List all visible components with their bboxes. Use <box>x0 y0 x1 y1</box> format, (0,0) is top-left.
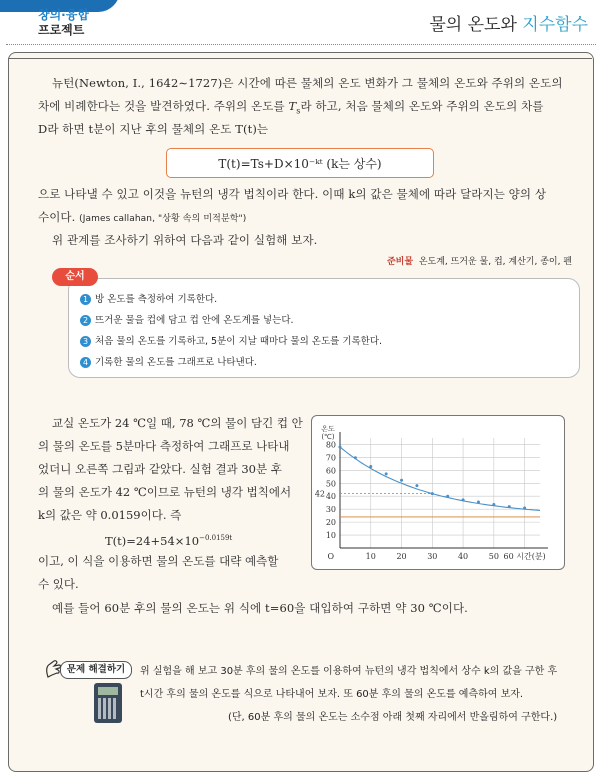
exp-line4: 의 물의 온도가 42 ℃이므로 뉴턴의 냉각 법칙에서 <box>38 485 292 499</box>
formula-text: T(t)=Ts+D×10⁻ᵏᵗ (k는 상수) <box>218 156 382 171</box>
y-tick-label: 30 <box>325 505 336 515</box>
x-tick-label: 40 <box>457 552 469 561</box>
step-item <box>80 312 294 326</box>
header-divider <box>6 44 596 45</box>
exp-line2: 의 물의 온도를 5분마다 측정하여 그래프로 나타내 <box>38 439 290 453</box>
exp-line7: 수 있다. <box>38 577 79 591</box>
law-source: (James callahan, "상황 속의 미적분학") <box>79 214 247 224</box>
eq-exponent: −0.0159t <box>199 534 233 542</box>
problem-line2: t시간 후의 물의 온도를 식으로 나타내어 보자. 또 60분 후의 물의 온도를 예측하여 보자. <box>140 689 524 700</box>
x-tick-label: 30 <box>427 552 438 561</box>
problem-tag: 문제 해결하기 <box>60 661 132 679</box>
intro-line2-a: 차에 비례한다는 것을 발견하였다. 주위의 온도를 <box>38 99 289 113</box>
formula-box <box>166 148 434 178</box>
problem-line3: (단, 60분 후의 물의 온도는 소수점 아래 첫째 자리에서 반올림하여 구한다.) <box>228 712 558 723</box>
step-text: 방 온도를 측정하여 기록한다. <box>95 294 218 305</box>
y-tick-label: 40 <box>325 492 336 502</box>
frame-top-strip <box>8 52 592 59</box>
x-tick-label: 50 <box>488 552 499 561</box>
page-header <box>0 0 602 46</box>
y-tick-label: 80 <box>325 440 336 450</box>
exp-line1: 교실 온도가 24 ℃일 때, 78 ℃의 물이 담긴 컵 안 <box>52 416 303 430</box>
step-text: 처음 물의 온도를 기록하고, 5분이 지날 때마다 물의 온도를 기록한다. <box>95 336 383 347</box>
ts-symbol: T <box>288 99 297 113</box>
ts-subscript: s <box>296 106 301 116</box>
law-line2 <box>38 206 568 231</box>
step-text: 뜨거운 물을 컵에 담고 컵 안에 온도계를 넣는다. <box>95 315 294 326</box>
y-tick-label: 20 <box>325 518 336 528</box>
intro-line3: D라 하면 t분이 지난 후의 물체의 온도 T(t)는 <box>38 122 269 136</box>
law-line2-text: 수이다. <box>38 210 76 224</box>
y-tick-label: 60 <box>325 466 336 476</box>
step-number-icon: 4 <box>80 357 91 368</box>
step-number-icon: 2 <box>80 315 91 326</box>
exp-line6: 이고, 이 식을 이용하면 물의 온도를 대략 예측할 <box>38 554 279 568</box>
badge-line1: 창의·융합 <box>38 8 89 22</box>
law-line1: 으로 나타낼 수 있고 이것을 뉴턴의 냉각 법칙이라 한다. 이때 k의 값은 물체에 따라 달라지는 양의 상 <box>38 187 547 201</box>
title-part2: 지수함수 <box>522 15 588 35</box>
x-tick-label: 10 <box>365 552 376 561</box>
step-item <box>80 354 257 368</box>
x-tick-label: 60 시간(분) <box>503 552 546 561</box>
step-item <box>80 333 382 347</box>
exp-line5: k의 값은 약 0.0159이다. 즉 <box>38 508 182 522</box>
y-axis-unit: (℃) <box>321 433 335 441</box>
eq-main: T(t)=24+54×10 <box>105 533 200 548</box>
y-tick-label: 10 <box>325 531 336 541</box>
exp-line8: 예를 들어 60분 후의 물의 온도는 위 식에 t=60을 대입하여 구하면 약 30 ℃이다. <box>52 601 468 615</box>
step-text: 기록한 물의 온도를 그래프로 나타낸다. <box>95 357 257 368</box>
prep-label: 준비물 <box>386 257 414 267</box>
intro-line2-b: 라 하고, 처음 물체의 온도와 주위의 온도의 차를 <box>300 99 544 113</box>
steps-tag: 순서 <box>52 268 98 286</box>
y-axis-label: 온도 <box>321 425 335 433</box>
badge-line2: 프로젝트 <box>38 23 85 37</box>
y-tick-label: 50 <box>325 479 336 489</box>
page-title <box>429 10 588 35</box>
marked-value-label: 42 <box>314 489 325 499</box>
exp-line3: 었더니 오른쪽 그림과 같았다. 실험 결과 30분 후 <box>38 462 282 476</box>
step-number-icon: 1 <box>80 294 91 305</box>
cooling-chart-frame <box>311 415 565 570</box>
title-part1: 물의 온도와 <box>429 15 523 35</box>
law-line3: 위 관계를 조사하기 위하여 다음과 같이 실험해 보자. <box>52 233 318 247</box>
step-number-icon: 3 <box>80 336 91 347</box>
y-tick-label: 70 <box>325 453 336 463</box>
step-item <box>80 291 217 305</box>
prep-items: 온도계, 뜨거운 물, 컵, 계산기, 종이, 펜 <box>418 257 572 267</box>
x-tick-label: 20 <box>396 552 407 561</box>
problem-line1: 위 실험을 해 보고 30분 후의 물의 온도를 이용하여 뉴턴의 냉각 법칙에서 상수 k의 값을 구한 후 <box>140 666 558 677</box>
intro-line1: 뉴턴(Newton, I., 1642∼1727)은 시간에 따른 물체의 온도 변화가 그 물체의 온도와 주위의 온도의 <box>52 76 563 90</box>
origin-label: O <box>327 552 334 561</box>
calculator-icon <box>94 683 122 723</box>
prep-materials <box>387 254 572 267</box>
